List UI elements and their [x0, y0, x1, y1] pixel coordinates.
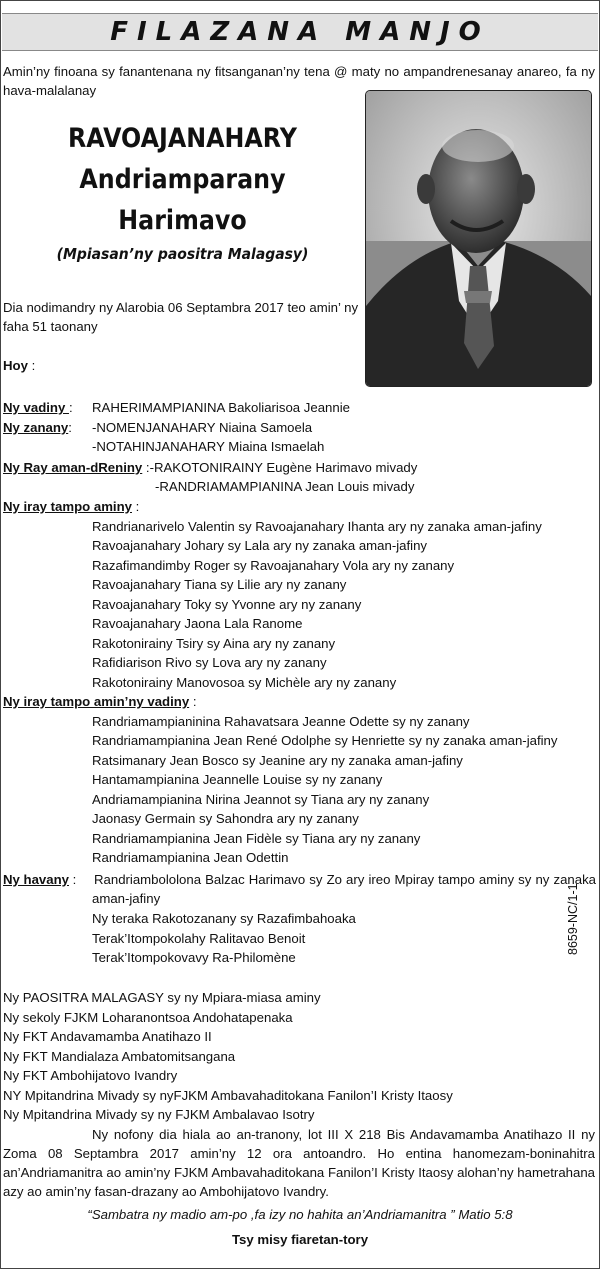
parents-sep: :: [142, 460, 150, 475]
spouse-row: [3, 398, 73, 417]
spouse-sibling-entry: Ratsimanary Jean Bosco sy Jeanine ary ny zanaka aman-jafiny: [92, 753, 463, 768]
deceased-role: (Mpiasan’ny paositra Malagasy): [56, 245, 309, 263]
death-notice: Dia nodimandry ny Alarobia 06 Septambra 2017 teo amin’ ny faha 51 taonany: [3, 300, 359, 334]
spouse-siblings-sep: :: [189, 694, 197, 709]
relatives-entry: Ny teraka Rakotozanany sy Razafimbahoaka: [92, 911, 356, 926]
institution-entry: NY Mpitandrina Mivady sy nyFJKM Ambavahaditokana Fanilon’I Kristy Itaosy: [3, 1088, 453, 1103]
deceased-name-line-3: Harimavo: [118, 205, 247, 236]
parents-label: Ny Ray aman-dReniny: [3, 460, 143, 475]
relatives-first: Randriambololona Balzac Harimavo sy Zo ary ireo Mpiray tampo aminy sy ny zanaka aman-jafiny: [92, 872, 596, 906]
relatives-entry: Terak’Itompokolahy Ralitavao Benoit: [92, 931, 306, 946]
spouse-sibling-entry: Randriamampianina Jean Fidèle sy Tiana ary ny zanany: [92, 831, 421, 846]
notice-banner: [2, 13, 598, 51]
children-row: [3, 418, 72, 437]
reference-code: 8659-NC/1-1: [566, 883, 580, 955]
intro-text: Amin’ny finoana sy fanantenana ny fitsanganan’ny tena @ maty no ampandrenesanay anareo, fa ny hava-malalanay: [3, 64, 595, 98]
relatives-label: Ny havany: [3, 872, 69, 887]
sibling-entry: Ravoajanahary Tiana sy Lilie ary ny zanany: [92, 577, 347, 592]
child-name-2: -NOTAHINJANAHARY Miaina Ismaelah: [92, 439, 325, 454]
institution-entry: Ny sekoly FJKM Loharanontsoa Andohatapenaka: [3, 1010, 293, 1025]
children-label: Ny zanany: [3, 420, 69, 435]
institution-entry: Ny FKT Andavamamba Anatihazo II: [3, 1029, 212, 1044]
relatives-entry: Terak’Itompokovavy Ra-Philomène: [92, 950, 296, 965]
spouse-sibling-entry: Randriamampianinina Rahavatsara Jeanne Odette sy ny zanany: [92, 714, 470, 729]
spouse-sibling-entry: Jaonasy Germain sy Sahondra ary ny zanany: [92, 811, 359, 826]
institution-entry: Ny PAOSITRA MALAGASY sy ny Mpiara-miasa aminy: [3, 990, 321, 1005]
closing-line: Tsy misy fiaretan-tory: [231, 1232, 369, 1247]
children-sep: :: [68, 420, 72, 435]
spouse-sep: :: [68, 400, 73, 415]
parent-name-1: -RAKOTONIRAINY Eugène Harimavo mivady: [149, 460, 418, 475]
spouse-siblings-row: [3, 692, 196, 711]
funeral-details: Ny nofony dia hiala ao an-tranony, lot III X 218 Bis Andavamamba Anatihazo II ny Zoma 08 Septambra 2017 amin’ny 12 ora antoandro. Ho entina hanomezam-boninahitra an’Andriamanitra ao amin’ny FJKM Ambavahaditokana Fanilon’I Kristy Itaosy alohan’ny hametrahana azy ao amin’ny fasan-drazany ao Ambohijatovo Ivandry.: [3, 1127, 595, 1199]
siblings-row: [3, 497, 139, 516]
sibling-entry: Ravoajanahary Toky sy Yvonne ary ny zanany: [92, 597, 362, 612]
spouse-sibling-entry: Hantamampianina Jeannelle Louise sy ny zanany: [92, 772, 383, 787]
institution-entry: Ny FKT Mandialaza Ambatomitsangana: [3, 1049, 236, 1064]
siblings-sep: :: [132, 499, 140, 514]
spouse-sibling-entry: Randriamampianina Jean René Odolphe sy Henriette sy ny zanaka aman-jafiny: [92, 733, 558, 748]
sibling-entry: Ravoajanahary Jaona Lala Ranome: [92, 616, 303, 631]
spouse-siblings-label: Ny iray tampo amin’ny vadiny: [3, 694, 190, 709]
hoy-colon: :: [27, 358, 36, 373]
spouse-sibling-entry: Randriamampianina Jean Odettin: [92, 850, 289, 865]
sibling-entry: Ravoajanahary Johary sy Lala ary ny zanaka aman-jafiny: [92, 538, 427, 553]
sibling-entry: Rafidiarison Rivo sy Lova ary ny zanany: [92, 655, 327, 670]
sibling-entry: Rakotonirainy Tsiry sy Aina ary ny zanany: [92, 636, 336, 651]
parent-name-2: -RANDRIAMAMPIANINA Jean Louis mivady: [155, 479, 415, 494]
child-name-1: -NOMENJANAHARY Niaina Samoela: [92, 420, 313, 435]
siblings-label: Ny iray tampo aminy: [3, 499, 132, 514]
relatives-sep: :: [68, 872, 77, 887]
bible-verse: “Sambatra ny madio am-po ,fa izy no hahita an’Andriamanitra ” Matio 5:8: [87, 1207, 513, 1222]
deceased-name-block: [5, 118, 360, 267]
sibling-entry: Rakotonirainy Manovosoa sy Michèle ary ny zanany: [92, 675, 397, 690]
spouse-label: Ny vadiny: [3, 400, 69, 415]
sibling-entry: Randrianarivelo Valentin sy Ravoajanahary Ihanta ary ny zanaka aman-jafiny: [92, 519, 542, 534]
deceased-name-line-2: Andriamparany: [79, 164, 286, 195]
parents-row: [3, 458, 417, 477]
institution-entry: Ny Mpitandrina Mivady sy ny FJKM Ambalavao Isotry: [3, 1107, 315, 1122]
institution-entry: Ny FKT Ambohijatovo Ivandry: [3, 1068, 178, 1083]
portrait-photo: [365, 90, 592, 387]
spouse-name: RAHERIMAMPIANINA Bakoliarisoa Jeannie: [92, 400, 350, 415]
deceased-name-line-1: RAVOAJANAHARY: [68, 123, 297, 154]
portrait-image: [366, 91, 591, 386]
relatives-row: [3, 870, 76, 889]
hoy-heading: [3, 358, 35, 373]
spouse-sibling-entry: Andriamampianina Nirina Jeannot sy Tiana ary ny zanany: [92, 792, 430, 807]
banner-title: FILAZANA MANJO: [110, 17, 490, 47]
hoy-label: Hoy: [3, 358, 28, 373]
sibling-entry: Razafimandimby Roger sy Ravoajanahary Vola ary ny zanany: [92, 558, 455, 573]
